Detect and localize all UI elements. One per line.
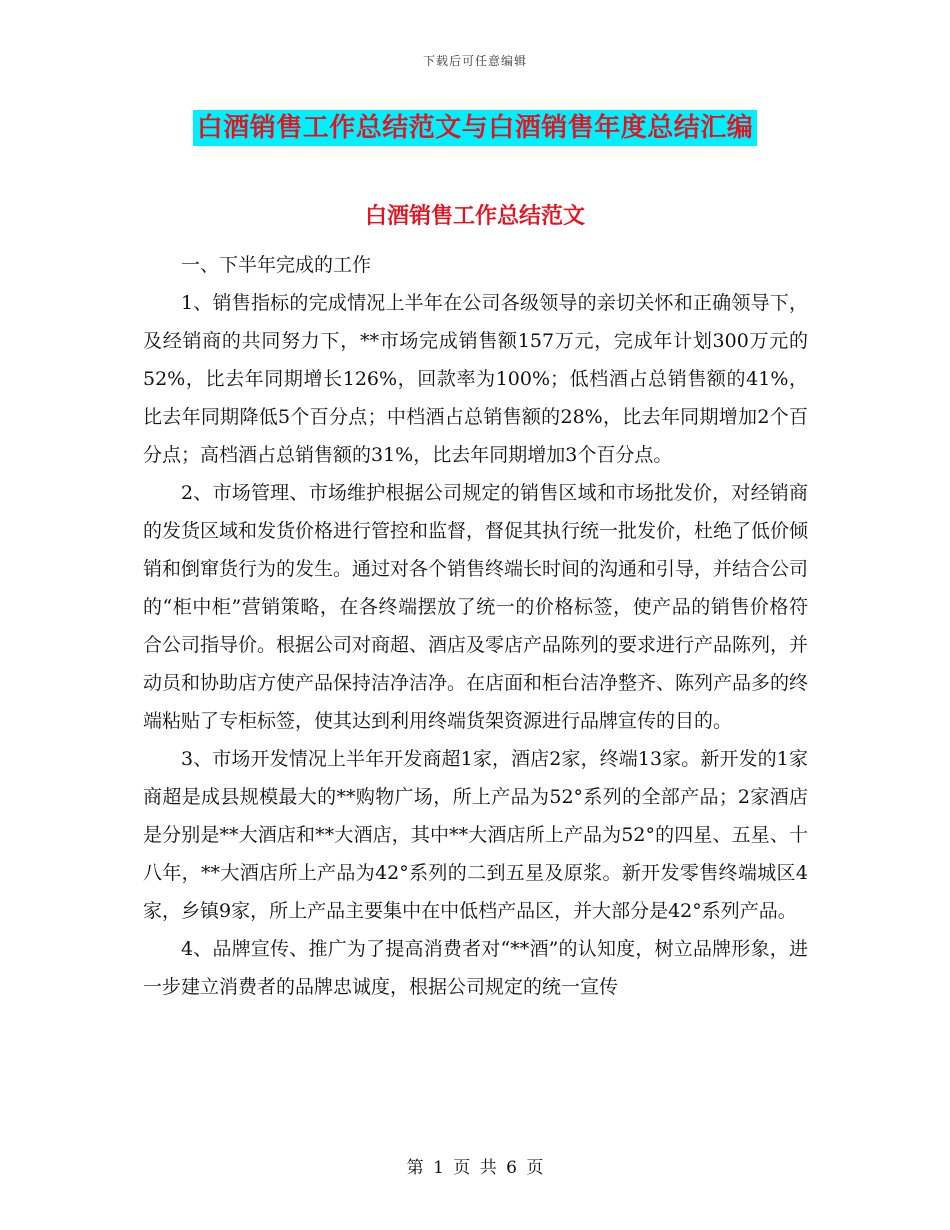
body-paragraph: 3、市场开发情况上半年开发商超1家，酒店2家，终端13家。新开发的1家商超是成县规模最大的**购物广场，所上产品为52°系列的全部产品；2家酒店是分别是**大酒店和**大酒店，其中**大酒店所上产品为52°的四星、五星、十八年，**大酒店所上产品为42°系列的二到五星及原浆。新开发零售终端城区4家，乡镇9家，所上产品主要集中在中低档产品区，并大部分是42°系列产品。 [143,748,808,922]
page-number: 第 1 页 共 6 页 [406,1158,544,1178]
body-paragraph: 4、品牌宣传、推广为了提高消费者对“**酒”的认知度，树立品牌形象，进一步建立消费者的品牌忠诚度，根据公司规定的统一宣传 [143,938,808,998]
header-note: 下载后可任意编辑 [422,54,527,68]
section-title: 白酒销售工作总结范文 [364,203,585,229]
main-title: 白酒销售工作总结范文与白酒销售年度总结汇编 [193,110,758,146]
body-paragraph: 2、市场管理、市场维护根据公司规定的销售区域和市场批发价，对经销商的发货区域和发货价格进行管控和监督，督促其执行统一批发价，杜绝了低价倾销和倒窜货行为的发生。通过对各个销售终端长时间的沟通和引导，并结合公司的“柜中柜”营销策略，在各终端摆放了统一的价格标签，使产品的销售价格符合公司指导价。根据公司对商超、酒店及零店产品陈列的要求进行产品陈列，并动员和协助店方使产品保持洁净洁净。在店面和柜台洁净整齐、陈列产品多的终端粘贴了专柜标签，使其达到利用终端货架资源进行品牌宣传的目的。 [143,482,809,732]
body-paragraph: 1、销售指标的完成情况上半年在公司各级领导的亲切关怀和正确领导下，及经销商的共同努力下，**市场完成销售额157万元，完成年计划300万元的52%，比去年同期增长126%，回款率为100%；低档酒占总销售额的41%，比去年同期降低5个百分点；中档酒占总销售额的28%，比去年同期增加2个百分点；高档酒占总销售额的31%，比去年同期增加3个百分点。 [143,292,808,466]
body-paragraph-heading: 一、下半年完成的工作 [181,254,372,276]
main-title-container [0,110,950,146]
document-body [143,246,808,1006]
